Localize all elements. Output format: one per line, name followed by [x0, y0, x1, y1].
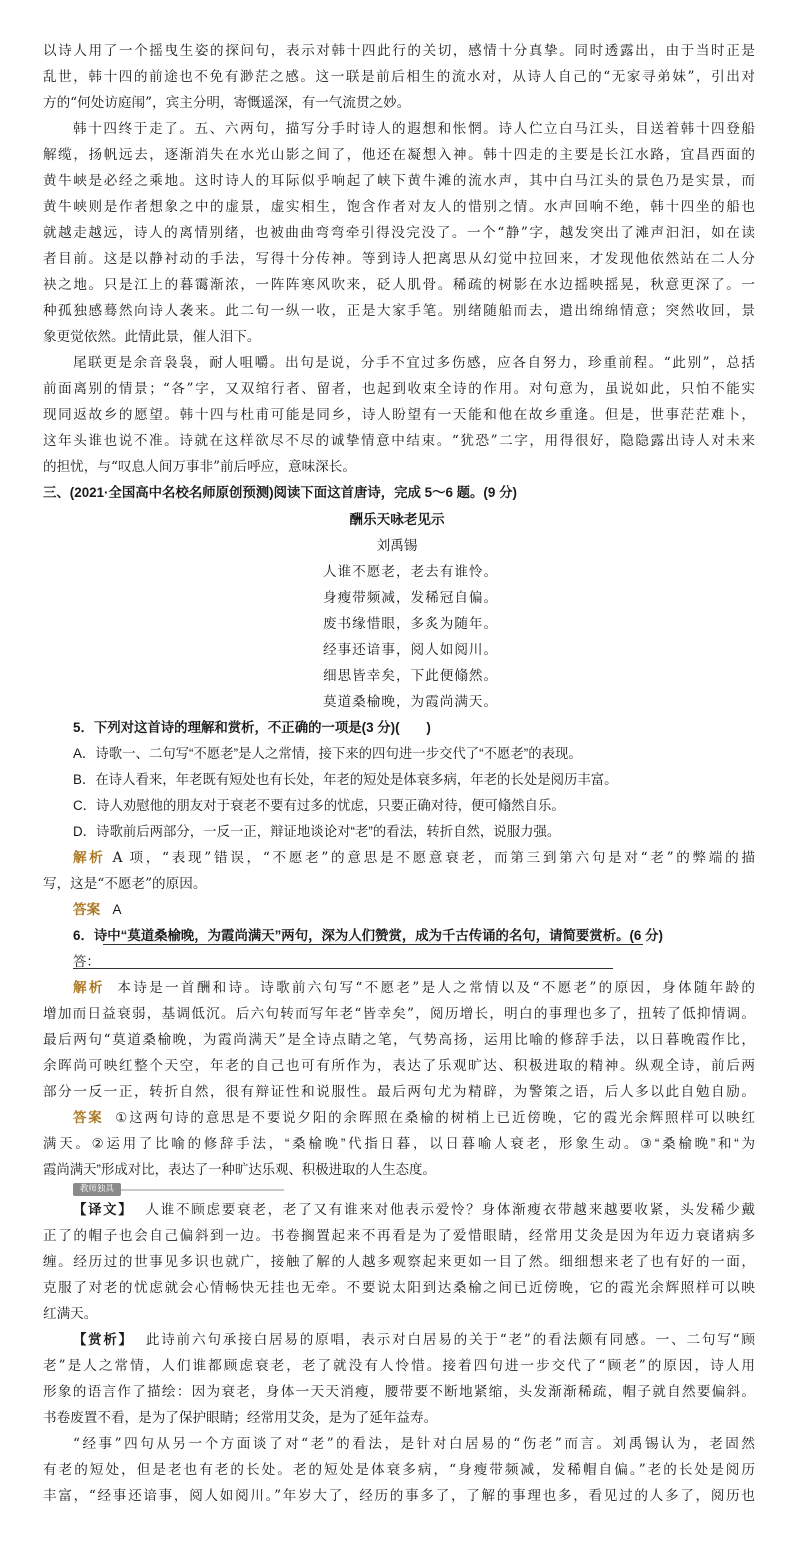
text-line: 以诗人用了一个摇曳生姿的探问句，表示对韩十四此行的关切，感情十分真挚。同时透露出，由于当时正是 — [43, 43, 755, 59]
q5-analysis-line: 写，这是“不愿老”的原因。 — [43, 876, 207, 892]
answer-label: 答案 — [73, 902, 101, 917]
translation-line — [73, 1200, 755, 1222]
answer-blank-line[interactable] — [73, 968, 613, 969]
analysis-label: 解析 — [73, 980, 105, 995]
q5-answer — [73, 900, 755, 922]
appreciation-line: 书卷废置不看，是为了保护眼睛；经常用艾灸，是为了延年益寿。 — [43, 1410, 438, 1426]
analysis-label: 解析 — [73, 850, 106, 865]
option-b: B．在诗人看来，年老既有短处也有长处，年老的短处是体衰多病，年老的长处是阅历丰富。 — [73, 772, 618, 787]
analysis-text: 本诗是一首酬和诗。诗歌前六句写“不愿老”是人之常情以及“不愿老”的原因，身体随年龄的 — [117, 980, 755, 996]
text-line: 解缆，扬帆远去，逐渐消失在水光山影之间了，他还在凝想入神。韩十四走的主要是长江水路，宜昌西面的 — [43, 147, 755, 163]
appreciation-text: 此诗前六句承接白居易的原唱，表示对白居易的关于“老”的看法颇有同感。一、二句写“顾 — [145, 1332, 755, 1348]
translation-line: 缠。经历过的世事见多识也就广，接触了解的人越多观察起来更如一目了然。细细想来老了也有好的一面， — [43, 1254, 755, 1270]
q6-analysis-line: 部分一反一正，转折自然，很有辩证性和说服性。最后两句尤为精辟，为警策之语，后人多以此自勉自励。 — [43, 1084, 755, 1100]
text-line: 乱世，韩十四的前途也不免有渺茫之感。这一联是前后相生的流水对，从诗人自己的“无家寻弟妹”，引出对 — [43, 69, 755, 85]
q6-analysis-line: 余晖尚可映红整个天空，年老的自己也可有所作为，表达了乐观旷达、积极进取的精神。纵观全诗，前后两 — [43, 1058, 755, 1074]
appreciation-line: “经事”四句从另一个方面谈了对“老”的看法，是针对白居易的“伤老”而言。刘禹锡认为，老固然 — [73, 1436, 755, 1452]
poem-title: 酬乐天咏老见示 — [349, 512, 445, 527]
question-5-stem: 5．下列对这首诗的理解和赏析，不正确的一项是(3 分)( ) — [73, 720, 431, 735]
q6-analysis-line — [73, 978, 755, 1000]
text-line: 者目前。这是以静衬动的手法，写得十分传神。等到诗人把离思从幻觉中拉回来，才发现他依然站在二人分 — [43, 251, 755, 267]
answer-prompt: 答： — [73, 954, 100, 969]
analysis-text: A 项，“表现”错误，“不愿老”的意思是不愿意衰老，而第三到第六句是对“老”的弊端的描 — [112, 850, 755, 866]
text-line: 的担忧，与“叹息人间万事非”前后呼应，意味深长。 — [43, 459, 356, 475]
option-d: D．诗歌前后两部分，一反一正，辩证地谈论对“老”的看法，转折自然，说服力强。 — [73, 824, 561, 839]
text-line: 现同返故乡的愿望。韩十四与杜甫可能是同乡，诗人盼望有一天能和他在故乡重逢。但是，世事茫茫难卜， — [43, 407, 755, 423]
q6-analysis-line: 最后两句“莫道桑榆晚，为霞尚满天”是全诗点睛之笔，气势高扬，运用比喻的修辞手法，以日暮晚霞作比， — [43, 1032, 755, 1048]
appreciation-line: 丰富，“经事还谙事，阅人如阅川。”年岁大了，经历的事多了，了解的事理也多，看见过的人多了，阅历也 — [43, 1488, 755, 1504]
text-line: 种孤独感蓦然向诗人袭来。此二句一纵一收，正是大家手笔。别绪随船而去，遣出绵绵情意；突然收回，景 — [43, 303, 755, 319]
text-line: 袂之地。只是江上的暮霭渐浓，一阵阵寒风吹来，砭人肌骨。稀疏的树影在水边摇映摇晃，秋意更深了。一 — [43, 277, 755, 293]
translation-line: 克服了对老的忧虑就会心情畅快无挂也无牵。不要说太阳到达桑榆之间已近傍晚，它的霞光余辉照样可以映 — [43, 1280, 755, 1296]
text-line: 前面离别的情景；“各”字，又双绾行者、留者，也起到收束全诗的作用。对句意为，虽说如此，只怕不能实 — [43, 381, 755, 397]
q6-analysis-line: 增加而日益衰弱，基调低沉。后六句转而写年老“皆幸矣”，阅历增长，明白的事理也多了，扭转了低抑情调。 — [43, 1006, 755, 1022]
translation-text: 人谁不顾虑要衰老，老了又有谁来对他表示爱怜？身体渐瘦衣带越来越要收紧，头发稀少戴 — [145, 1202, 755, 1218]
poem-line: 经事还谙事，阅人如阅川。 — [323, 642, 499, 658]
answer-value: A — [112, 902, 122, 917]
option-c: C．诗人劝慰他的朋友对于衰老不要有过多的忧虑，只要正确对待，便可翛然自乐。 — [73, 798, 565, 813]
appreciation-line: 形象的语言作了描绘：因为衰老，身体一天天消瘦，腰带要不断地紧缩，头发渐渐稀疏，帽子就自然要偏斜。 — [43, 1384, 755, 1400]
q5-analysis-line — [73, 848, 755, 870]
text-line: 方的“何处访庭闱”，宾主分明，寄慨遥深，有一气流贯之妙。 — [43, 95, 411, 111]
translation-label: 【译文】 — [73, 1202, 134, 1217]
text-line: 就越走越远，诗人的离情别绪，也被曲曲弯弯牵引得没完没了。一个“静”字，越发突出了滩声汩汩，如在读 — [43, 225, 755, 241]
text-line: 黄牛峡是必经之乘地。这时诗人的耳际似乎响起了峡下黄牛滩的流水声，其中白马江头的景色乃是实景，而 — [43, 173, 755, 189]
translation-line: 正了的帽子也会自己偏斜到一边。书卷搁置起来不再看是为了爱惜眼睛，经常用艾灸是因为年迈力衰诸病多 — [43, 1228, 755, 1244]
text-line: 韩十四终于走了。五、六两句，描写分手时诗人的遐想和怅惘。诗人伫立白马江头，目送着韩十四登船 — [73, 121, 755, 137]
q6-answer-line: 满天。②运用了比喻的修辞手法，“桑榆晚”代指日暮，以日暮喻人衰老，形象生动。③“桑榆晚”和“为 — [43, 1136, 755, 1151]
answer-label: 答案 — [73, 1110, 104, 1125]
answer-text: ①这两句诗的意思是不要说夕阳的余晖照在桑榆的树梢上已近傍晚，它的霞光余辉照样可以映红 — [115, 1110, 755, 1125]
teacher-only-badge: 教师独具 — [73, 1183, 121, 1196]
appreciation-line: 有老的短处，但是老也有老的长处。老的短处是体衰多病，“身瘦带频减，发稀帽自偏。”老的长处是阅历 — [43, 1462, 755, 1478]
appreciation-line: 老”是人之常情，人们谁都顾虑衰老，老了就没有人怜惜。接着四句进一步交代了“顾老”的原因，诗人用 — [43, 1358, 755, 1374]
section-heading: 三、(2021·全国高中名校名师原创预测)阅读下面这首唐诗，完成 5～6 题。(9 分) — [43, 485, 517, 500]
appreciation-line — [73, 1330, 755, 1352]
poem-line: 细思皆幸矣，下此便翛然。 — [323, 668, 499, 684]
question-6-stem: 6．诗中“莫道桑榆晚，为霞尚满天”两句，深为人们赞赏，成为千古传诵的名句，请简要赏析。(6 分) — [73, 928, 663, 943]
text-line: 象更觉依然。此情此景，催人泪下。 — [43, 329, 261, 345]
poem-line: 莫道桑榆晚，为霞尚满天。 — [323, 694, 499, 710]
text-line: 这年头谁也说不准。诗就在这样欲尽不尽的诚挚情意中结束。“犹恐”二字，用得很好，隐隐露出诗人对未来 — [43, 433, 755, 449]
text-line: 尾联更是余音袅袅，耐人咀嚼。出句是说，分手不宜过多伤感，应各自努力，珍重前程。“此别”，总括 — [73, 355, 755, 371]
poem-line: 废书缘惜眼，多炙为随年。 — [323, 616, 499, 632]
translation-line: 红满天。 — [43, 1306, 98, 1322]
poem-author: 刘禹锡 — [376, 538, 418, 554]
q6-answer-line: 霞尚满天”形成对比，表达了一种旷达乐观、积极进取的人生态度。 — [43, 1162, 436, 1177]
teacher-only-divider — [121, 1189, 284, 1191]
option-a: A．诗歌一、二句写“不愿老”是人之常情，接下来的四句进一步交代了“不愿老”的表现。 — [73, 746, 582, 761]
answer-blank-line[interactable] — [103, 944, 643, 945]
text-line: 黄牛峡则是作者想象之中的虚景，虚实相生，饱含作者对友人的惜别之情。水声回响不绝，韩十四坐的船也 — [43, 199, 755, 215]
poem-line: 身瘦带频减，发稀冠自偏。 — [323, 590, 499, 606]
poem-line: 人谁不愿老，老去有谁怜。 — [323, 564, 499, 580]
q6-answer-line — [73, 1108, 755, 1130]
appreciation-label: 【赏析】 — [73, 1332, 134, 1347]
